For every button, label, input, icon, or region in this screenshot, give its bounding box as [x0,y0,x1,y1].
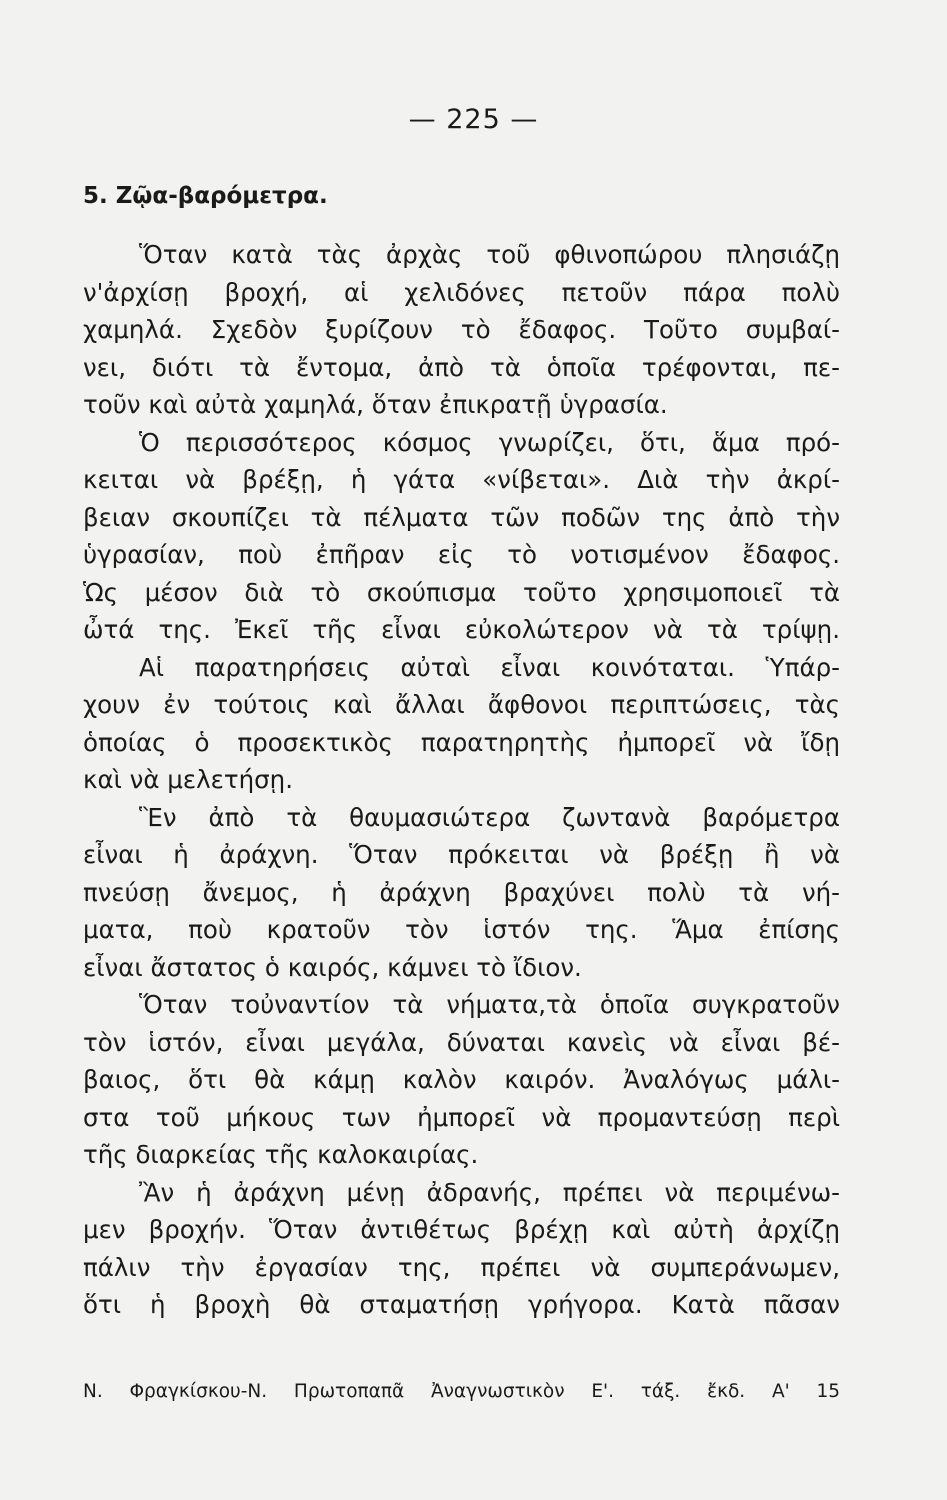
text-line: πνεύσῃ ἄνεμος, ἡ ἀράχνη βραχύνει πολὺ τὰ νή- [83,877,840,907]
text-line: Ὅταν κατὰ τὰς ἀρχὰς τοῦ φθινοπώρου πλησιάζῃ [139,240,840,269]
body-text [83,236,840,1324]
text-line: ν'ἀρχίσῃ βροχή, αἱ χελιδόνες πετοῦν πάρα πολὺ [83,277,840,307]
text-line: Ἂν ἡ ἀράχνη μένῃ ἀδρανής, πρέπει νὰ περιμένω- [139,1177,840,1207]
text-line: Ἓν ἀπὸ τὰ θαυμασιώτερα ζωντανὰ βαρόμετρα [139,802,840,832]
text-line: πάλιν τὴν ἐργασίαν της, πρέπει νὰ συμπεράνωμεν, [83,1252,840,1282]
text-line: βαιος, ὅτι θὰ κάμῃ καλὸν καιρόν. Ἀναλόγως μάλι- [83,1065,840,1094]
text-line: Ὡς μέσον διὰ τὸ σκούπισμα τοῦτο χρησιμοποιεῖ τὰ [83,577,840,607]
text-line: τὸν ἱστόν, εἶναι μεγάλα, δύναται κανεὶς νὰ εἶναι βέ- [83,1027,840,1057]
section-title: 5. Ζῷα-βαρόμετρα. [83,183,328,209]
text-line: τῆς διαρκείας τῆς καλοκαιρίας. [83,1140,479,1169]
text-line: νει, διότι τὰ ἔντομα, ἀπὸ τὰ ὁποῖα τρέφονται, πε- [83,352,840,382]
text-line: εἶναι ἄστατος ὁ καιρός, κάμνει τὸ ἴδιον. [83,952,582,982]
footer-signature: Ν. Φραγκίσκου-Ν. Πρωτοπαπᾶ Ἀναγνωστικὸν Ε'. τάξ. ἔκδ. Α' 15 [83,1381,840,1402]
text-line: χαμηλά. Σχεδὸν ξυρίζουν τὸ ἔδαφος. Τοῦτο συμβαί- [83,315,840,344]
text-line: Ὁ περισσότερος κόσμος γνωρίζει, ὅτι, ἅμα πρό- [139,427,840,457]
text-line: ὦτά της. Ἐκεῖ τῆς εἶναι εὐκολώτερον νὰ τὰ τρίψῃ. [83,615,840,644]
text-line: ὑγρασίαν, ποὺ ἐπῆραν εἰς τὸ νοτισμένον ἔδαφος. [83,540,840,569]
text-line: ὁποίας ὁ προσεκτικὸς παρατηρητὴς ἠμπορεῖ νὰ ἴδῃ [83,727,840,757]
text-line: χουν ἐν τούτοις καὶ ἄλλαι ἄφθονοι περιπτώσεις, τὰς [83,690,840,719]
text-line: εἶναι ἡ ἀράχνη. Ὅταν πρόκειται νὰ βρέξῃ ἢ νὰ [83,840,840,869]
text-line: ματα, ποὺ κρατοῦν τὸν ἱστόν της. Ἅμα ἐπίσης [83,915,840,944]
text-line: στα τοῦ μήκους των ἠμπορεῖ νὰ προμαντεύσῃ περὶ [83,1102,840,1132]
text-line: Αἱ παρατηρήσεις αὐταὶ εἶναι κοινόταται. Ὑπάρ- [139,652,840,682]
text-line: καὶ νὰ μελετήσῃ. [83,765,293,794]
text-line: κειται νὰ βρέξῃ, ἡ γάτα «νίβεται». Διὰ τὴν ἀκρί- [83,465,840,494]
text-line: μεν βροχήν. Ὅταν ἀντιθέτως βρέχῃ καὶ αὐτὴ ἀρχίζῃ [83,1215,840,1244]
text-line: Ὅταν τοὐναντίον τὰ νήματα,τὰ ὁποῖα συγκρατοῦν [139,990,840,1019]
text-line: βειαν σκουπίζει τὰ πέλματα τῶν ποδῶν της ἀπὸ τὴν [83,502,840,532]
text-line: ὅτι ἡ βροχὴ θὰ σταματήσῃ γρήγορα. Κατὰ πᾶσαν [83,1290,840,1319]
text-line: τοῦν καὶ αὐτὰ χαμηλά, ὅταν ἐπικρατῇ ὑγρασία. [83,390,668,419]
page-number: — 225 — [408,104,539,135]
